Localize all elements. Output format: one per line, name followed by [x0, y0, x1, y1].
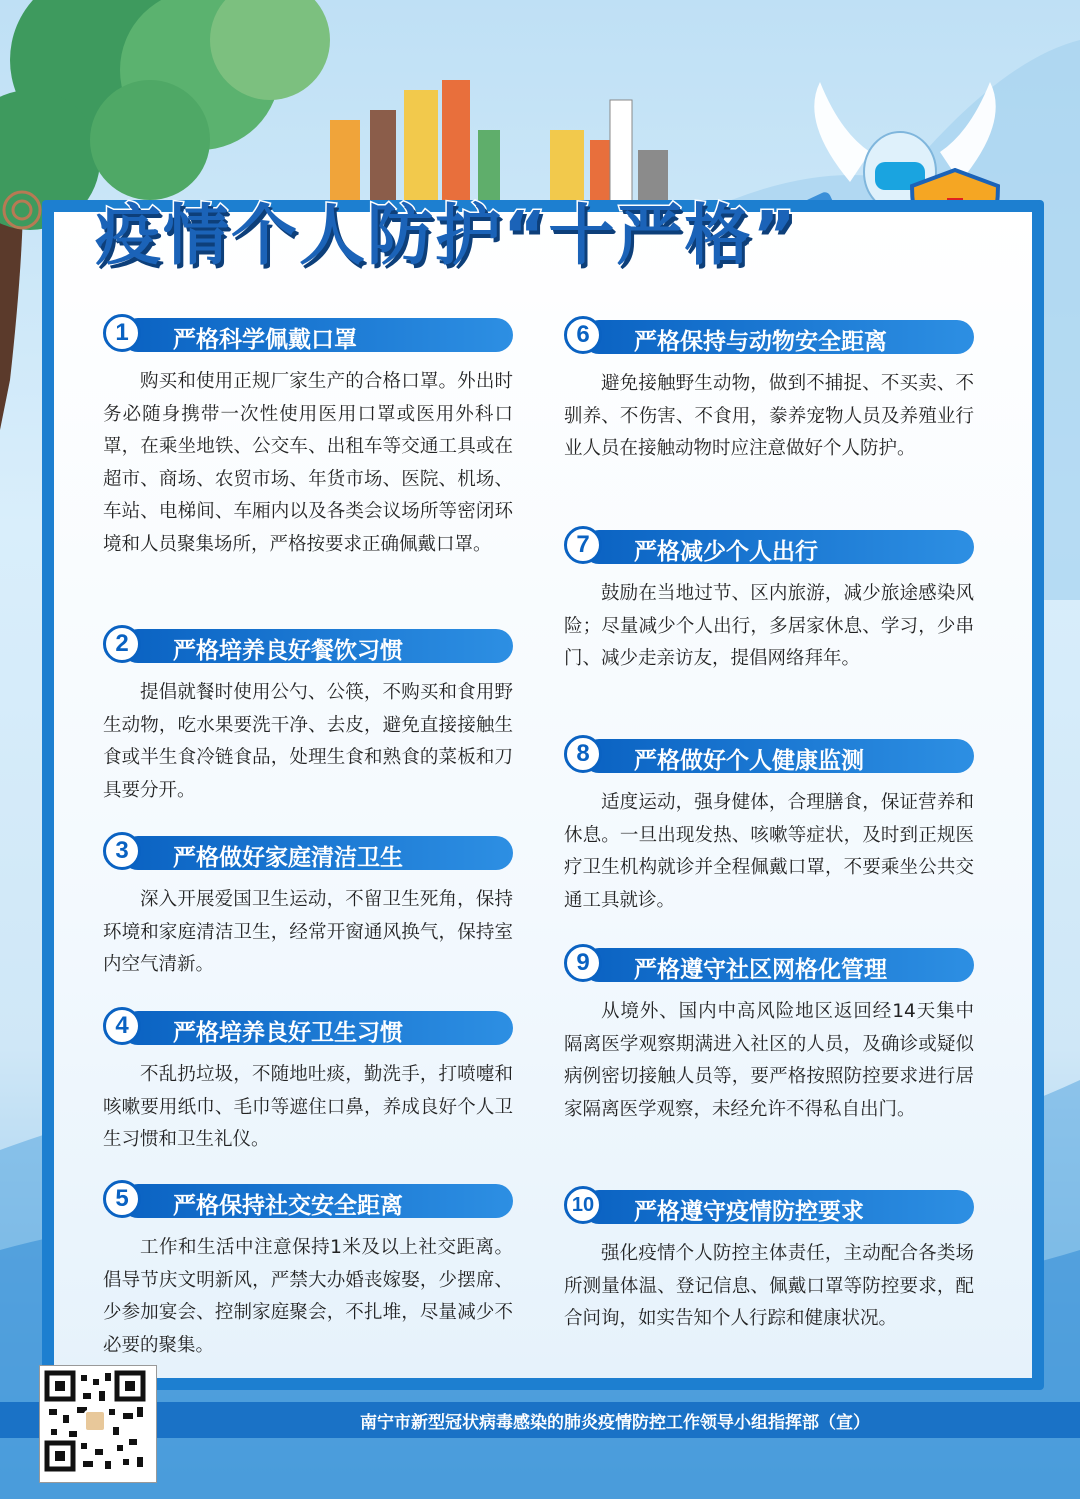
section-title: 严格科学佩戴口罩 — [173, 327, 357, 353]
section-title: 严格遵守疫情防控要求 — [634, 1199, 864, 1225]
section-title: 严格做好家庭清洁卫生 — [173, 845, 403, 871]
section-number: 4 — [103, 1007, 141, 1045]
section-4 — [103, 1009, 513, 1157]
section-title: 严格遵守社区网格化管理 — [634, 957, 887, 983]
section-title: 严格培养良好卫生习惯 — [173, 1020, 403, 1046]
section-header — [564, 737, 974, 775]
section-body: 购买和使用正规厂家生产的合格口罩。外出时务必随身携带一次性使用医用口罩或医用外科口罩，在乘坐地铁、公交车、出租车等交通工具或在超市、商场、农贸市场、年货市场、医院、机场、车站、电梯间、车厢内以及各类会议场所等密闭环境和人员聚集场所，严格按要求正确佩戴口罩。 — [103, 371, 513, 555]
section-title: 严格保持社交安全距离 — [173, 1193, 403, 1219]
section-6 — [564, 318, 974, 466]
section-header — [564, 318, 974, 356]
section-body: 从境外、国内中高风险地区返回经14天集中隔离医学观察期满进入社区的人员，及确诊或疑似病例密切接触人员等，要严格按照防控要求进行居家隔离医学观察，未经允许不得私自出门。 — [564, 1001, 974, 1120]
section-number: 3 — [103, 832, 141, 870]
section-number: 2 — [103, 625, 141, 663]
section-title: 严格减少个人出行 — [634, 539, 818, 565]
section-title: 严格培养良好餐饮习惯 — [173, 638, 403, 664]
section-number: 7 — [564, 526, 602, 564]
section-3 — [103, 834, 513, 982]
section-body: 适度运动，强身健体，合理膳食，保证营养和休息。一旦出现发热、咳嗽等症状，及时到正规医疗卫生机构就诊并全程佩戴口罩，不要乘坐公共交通工具就诊。 — [564, 792, 974, 911]
section-5 — [103, 1182, 513, 1362]
section-number: 1 — [103, 314, 141, 352]
section-header — [103, 1009, 513, 1047]
qr-code[interactable] — [40, 1366, 156, 1482]
section-body: 提倡就餐时使用公勺、公筷，不购买和食用野生动物，吃水果要洗干净、去皮，避免直接接触生食或半生食冷链食品，处理生食和熟食的菜板和刀具要分开。 — [103, 682, 513, 801]
section-number: 6 — [564, 316, 602, 354]
section-1 — [103, 316, 513, 561]
section-2 — [103, 627, 513, 807]
section-body: 不乱扔垃圾，不随地吐痰，勤洗手，打喷嚏和咳嗽要用纸巾、毛巾等遮住口鼻，养成良好个人卫生习惯和卫生礼仪。 — [103, 1064, 513, 1150]
section-body: 避免接触野生动物，做到不捕捉、不买卖、不驯养、不伤害、不食用，豢养宠物人员及养殖业行业人员在接触动物时应注意做好个人防护。 — [564, 373, 974, 459]
section-number: 5 — [103, 1180, 141, 1218]
section-body: 鼓励在当地过节、区内旅游，减少旅途感染风险；尽量减少个人出行，多居家休息、学习，少串门、减少走亲访友，提倡网络拜年。 — [564, 583, 974, 669]
section-header — [564, 1188, 974, 1226]
section-7 — [564, 528, 974, 676]
section-10 — [564, 1188, 974, 1336]
section-header — [103, 1182, 513, 1220]
section-header — [564, 528, 974, 566]
section-8 — [564, 737, 974, 917]
section-body: 深入开展爱国卫生运动，不留卫生死角，保持环境和家庭清洁卫生，经常开窗通风换气，保持室内空气清新。 — [103, 889, 513, 975]
section-header — [103, 627, 513, 665]
section-title: 严格保持与动物安全距离 — [634, 329, 887, 355]
section-9 — [564, 946, 974, 1126]
section-header — [564, 946, 974, 984]
footer-credit: 南宁市新型冠状病毒感染的肺炎疫情防控工作领导小组指挥部（宣） — [0, 1402, 1080, 1438]
qr-code-pattern — [43, 1369, 147, 1473]
page-title: 疫情个人防护“十严格” — [95, 197, 798, 274]
section-number: 8 — [564, 735, 602, 773]
section-body: 工作和生活中注意保持1米及以上社交距离。倡导节庆文明新风，严禁大办婚丧嫁娶，少摆席、少参加宴会、控制家庭聚会，不扎堆，尽量减少不必要的聚集。 — [103, 1237, 513, 1356]
section-body: 强化疫情个人防控主体责任，主动配合各类场所测量体温、登记信息、佩戴口罩等防控要求，配合问询，如实告知个人行踪和健康状况。 — [564, 1243, 974, 1329]
section-title: 严格做好个人健康监测 — [634, 748, 864, 774]
section-number: 10 — [564, 1186, 602, 1224]
section-header — [103, 834, 513, 872]
section-number: 9 — [564, 944, 602, 982]
section-header — [103, 316, 513, 354]
